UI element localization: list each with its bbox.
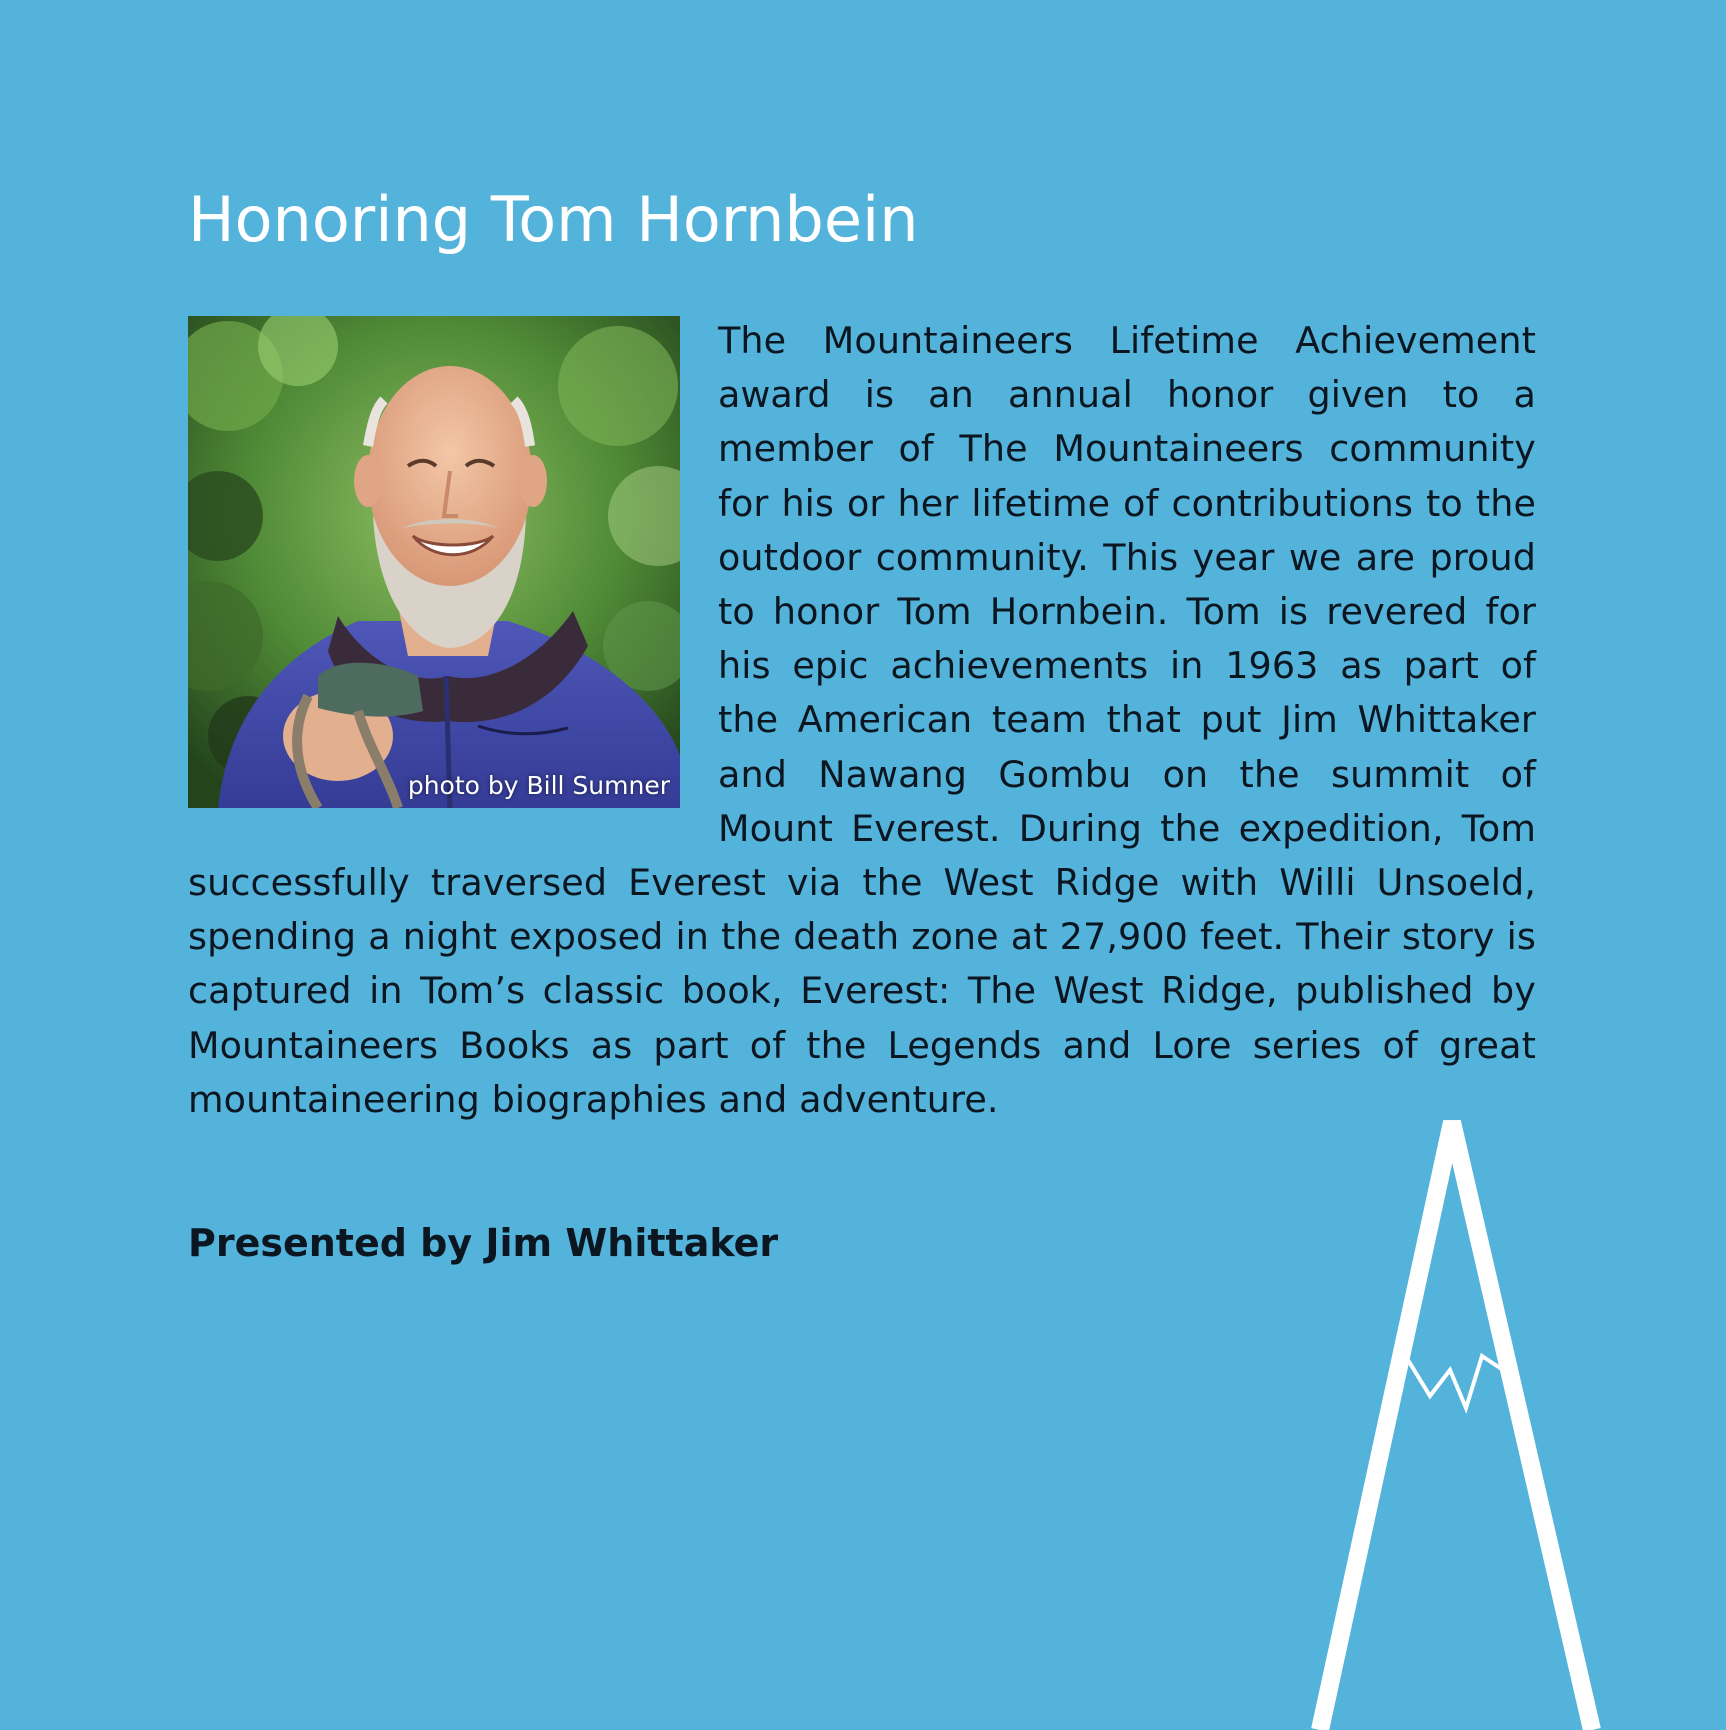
book-title: Everest: The West Ridge: [800, 969, 1266, 1013]
article: [188, 314, 1536, 1127]
body-text-part-2: , published by Mountaineers Books as part of the Legends and Lore series of great mountaineering biographies and adventure.: [188, 969, 1536, 1121]
portrait-photo: [188, 316, 680, 808]
photo-credit: photo by Bill Sumner: [407, 771, 670, 800]
page-title: Honoring Tom Hornbein: [188, 183, 919, 256]
mountain-peak-icon: [1300, 1090, 1640, 1730]
body-text-part-1: The Mountaineers Lifetime Achievement award is an annual honor given to a member of The Mountaineers community for his or her lifetime of contributions to the outdoor community. This year we are proud to honor Tom Hornbein. Tom is revered for his epic achievements in 1963 as part of the American team that put Jim Whittaker and Nawang Gombu on the summit of Mount Everest. During the expedition, Tom successfully traversed Everest via the West Ridge with Willi Unsoeld, spending a night exposed in the death zone at 27,900 feet. Their story is captured in Tom’s classic book,: [188, 319, 1536, 1013]
presenter-line: Presented by Jim Whittaker: [188, 1221, 779, 1265]
portrait-illustration: [188, 316, 680, 808]
